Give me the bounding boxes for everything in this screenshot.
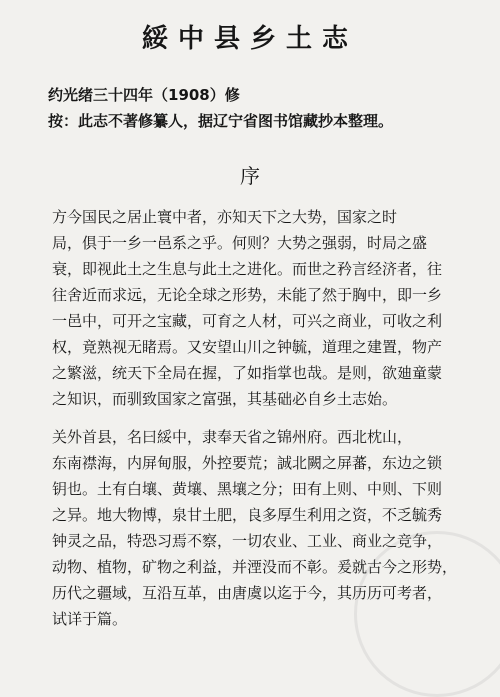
paragraph-line <box>52 386 492 412</box>
line-text: 钥也。土有白壤、黄壤、黑壤之分；田有上则、中则、下则 <box>52 480 443 498</box>
paragraph-line <box>52 282 492 308</box>
date-note: 约光绪三十四年（1908）修 <box>48 86 240 104</box>
watermark-seal <box>354 531 500 697</box>
paragraph-line <box>52 334 492 360</box>
document-title: 綏中县乡土志 <box>141 24 358 54</box>
line-text: 钟灵之品，特恐习焉不察，一切农业、工业、商业之竞争， <box>52 532 443 550</box>
section-heading: 序 <box>240 164 260 188</box>
line-text: 试详于篇。 <box>52 610 128 628</box>
line-text: 一邑中，可开之宝藏，可育之人材，可兴之商业，可收之利 <box>52 312 443 330</box>
paragraph-line <box>52 204 492 230</box>
paragraph-line <box>52 230 492 256</box>
line-text: 之异。地大物博，泉甘土肥，良多厚生利用之资，不乏毓秀 <box>52 506 443 524</box>
line-text: 之繁滋，统天下全局在握，了如指掌也哉。是则，欲廸童蒙 <box>52 364 443 382</box>
line-text: 关外首县，名曰綏中，隶奉天省之锦州府。西北枕山， <box>52 428 413 446</box>
paragraph-line <box>52 256 492 282</box>
line-text: 动物、植物，矿物之利益，并湮没而不彰。爰就古今之形势， <box>52 558 458 576</box>
line-text: 之知识，而驯致国家之富强，其基础必自乡土志始。 <box>52 390 398 408</box>
paragraph-line <box>52 476 492 502</box>
paragraph-line <box>52 450 492 476</box>
line-text: 局，俱于一乡一邑系之乎。何则？大势之强弱，时局之盛 <box>52 234 428 252</box>
paragraph-line <box>52 360 492 386</box>
line-text: 往舍近而求远，无论全球之形势，未能了然于胸中，即一乡 <box>52 286 443 304</box>
paragraph-1 <box>52 204 492 412</box>
line-text: 历代之疆域，互沿互革，由唐虞以迄于今，其历历可考者， <box>52 584 443 602</box>
paragraph-line <box>52 308 492 334</box>
line-text: 方今国民之居止寰中者，亦知天下之大势，国家之时 <box>52 208 398 226</box>
paragraph-line <box>52 424 492 450</box>
editor-note: 按：此志不著修纂人，据辽宁省图书馆藏抄本整理。 <box>48 112 394 130</box>
line-text: 权，竟熟视无睹焉。又安望山川之钟毓，道理之建置，物产 <box>52 338 443 356</box>
line-text: 东南襟海，内屏甸服，外控要荒；誠北闕之屏蕃，东边之锁 <box>52 454 443 472</box>
line-text: 衰，即视此土之生息与此土之进化。而世之矜言经济者，往 <box>52 260 443 278</box>
paragraph-line <box>52 502 492 528</box>
